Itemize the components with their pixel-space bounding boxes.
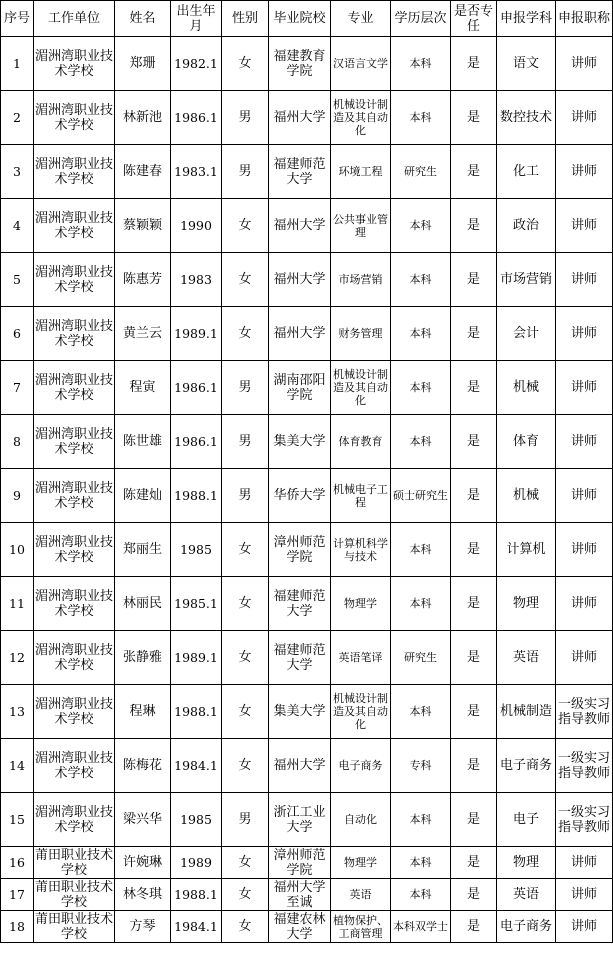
cell-title: 讲师 (556, 91, 613, 145)
cell-major: 电子商务 (331, 739, 391, 793)
cell-name: 方琴 (115, 911, 171, 943)
cell-name: 陈惠芳 (115, 253, 171, 307)
cell-edu: 本科 (391, 361, 451, 415)
cell-fulltime: 是 (451, 91, 497, 145)
cell-edu: 本科 (391, 685, 451, 739)
header-unit: 工作单位 (34, 1, 115, 37)
cell-title: 讲师 (556, 199, 613, 253)
cell-edu: 本科 (391, 253, 451, 307)
cell-name: 林冬琪 (115, 879, 171, 911)
cell-edu: 本科 (391, 91, 451, 145)
cell-gender: 女 (222, 253, 269, 307)
cell-subject: 电子商务 (497, 911, 556, 943)
cell-name: 黄兰云 (115, 307, 171, 361)
cell-major: 英语笔译 (331, 631, 391, 685)
cell-major: 英语 (331, 879, 391, 911)
cell-title: 讲师 (556, 307, 613, 361)
cell-fulltime: 是 (451, 847, 497, 879)
cell-unit: 莆田职业技术学校 (35, 911, 114, 942)
table-row (1, 739, 613, 793)
cell-no: 14 (1, 739, 34, 793)
cell-name: 张静雅 (115, 631, 171, 685)
table-row (1, 469, 613, 523)
cell-no: 1 (1, 37, 34, 91)
cell-edu: 本科 (391, 523, 451, 577)
cell-unit: 湄洲湾职业技术学校 (34, 793, 115, 847)
cell-major: 汉语言文学 (331, 37, 391, 91)
header-no: 序号 (1, 1, 34, 37)
cell-edu: 本科双学士 (391, 911, 451, 943)
cell-title: 一级实习指导教师 (556, 685, 613, 739)
table-row (1, 307, 613, 361)
cell-no: 6 (1, 307, 34, 361)
cell-unit: 湄洲湾职业技术学校 (34, 469, 115, 523)
cell-major: 体育教育 (331, 415, 391, 469)
cell-school: 福建师范大学 (269, 631, 331, 685)
cell-name: 程寅 (115, 361, 171, 415)
cell-no: 10 (1, 523, 34, 577)
cell-fulltime: 是 (451, 307, 497, 361)
cell-major: 公共事业管理 (331, 199, 391, 253)
cell-fulltime: 是 (451, 415, 497, 469)
table-row (1, 847, 613, 879)
cell-title: 讲师 (556, 469, 613, 523)
cell-fulltime: 是 (451, 911, 497, 943)
cell-major: 市场营销 (331, 253, 391, 307)
cell-subject: 会计 (497, 307, 556, 361)
header-fulltime: 是否专任 (451, 1, 497, 37)
cell-subject: 语文 (497, 37, 556, 91)
cell-subject: 英语 (497, 631, 556, 685)
header-row (1, 1, 613, 37)
cell-name: 陈世雄 (115, 415, 171, 469)
cell-fulltime: 是 (451, 631, 497, 685)
cell-fulltime: 是 (451, 199, 497, 253)
table-row (1, 685, 613, 739)
cell-unit: 湄洲湾职业技术学校 (34, 523, 115, 577)
cell-school: 集美大学 (269, 415, 331, 469)
cell-edu: 本科 (391, 847, 451, 879)
cell-no: 5 (1, 253, 34, 307)
cell-school: 福建农林大学 (269, 911, 331, 943)
cell-name: 林新池 (115, 91, 171, 145)
cell-fulltime: 是 (451, 469, 497, 523)
cell-edu: 本科 (391, 415, 451, 469)
cell-title: 一级实习指导教师 (556, 739, 613, 793)
cell-major: 环境工程 (331, 145, 391, 199)
table-row (1, 911, 613, 943)
cell-unit: 湄洲湾职业技术学校 (34, 415, 115, 469)
cell-gender: 女 (222, 199, 269, 253)
cell-gender: 男 (222, 91, 269, 145)
cell-gender: 女 (222, 911, 269, 943)
cell-gender: 女 (222, 739, 269, 793)
cell-birth: 1982.1 (171, 37, 222, 91)
cell-school: 福州大学 (269, 307, 331, 361)
cell-school: 福州大学至诚 (269, 879, 331, 911)
cell-gender: 女 (222, 847, 269, 879)
cell-fulltime: 是 (451, 739, 497, 793)
cell-subject: 电子商务 (497, 739, 556, 793)
cell-school: 福州大学 (269, 253, 331, 307)
cell-unit: 湄洲湾职业技术学校 (34, 739, 115, 793)
table-row (1, 361, 613, 415)
cell-subject: 计算机 (497, 523, 556, 577)
cell-no: 8 (1, 415, 34, 469)
cell-school: 福州大学 (269, 199, 331, 253)
table-row (1, 199, 613, 253)
cell-unit: 湄洲湾职业技术学校 (34, 91, 115, 145)
table-row (1, 145, 613, 199)
cell-no: 7 (1, 361, 34, 415)
cell-edu: 本科 (391, 879, 451, 911)
cell-unit: 湄洲湾职业技术学校 (34, 685, 115, 739)
cell-name: 陈建灿 (115, 469, 171, 523)
cell-edu: 研究生 (391, 631, 451, 685)
cell-birth: 1986.1 (171, 415, 222, 469)
cell-subject: 物理 (497, 847, 556, 879)
cell-title: 讲师 (556, 911, 613, 943)
cell-school: 浙江工业大学 (269, 793, 331, 847)
cell-subject: 体育 (497, 415, 556, 469)
cell-unit: 湄洲湾职业技术学校 (34, 577, 115, 631)
header-birth: 出生年月 (171, 1, 222, 37)
header-gender: 性别 (222, 1, 269, 37)
cell-fulltime: 是 (451, 879, 497, 911)
cell-title: 讲师 (556, 847, 613, 879)
cell-no: 3 (1, 145, 34, 199)
cell-name: 蔡颖颖 (115, 199, 171, 253)
cell-major: 财务管理 (331, 307, 391, 361)
cell-birth: 1983.1 (171, 145, 222, 199)
cell-fulltime: 是 (451, 253, 497, 307)
cell-gender: 男 (222, 415, 269, 469)
cell-gender: 女 (222, 577, 269, 631)
cell-birth: 1985 (171, 523, 222, 577)
cell-edu: 本科 (391, 577, 451, 631)
cell-major: 物理学 (331, 577, 391, 631)
cell-major: 物理学 (331, 847, 391, 879)
cell-title: 讲师 (556, 415, 613, 469)
cell-no: 17 (1, 879, 34, 911)
header-title: 申报职称 (556, 1, 613, 37)
cell-birth: 1984.1 (171, 911, 222, 943)
cell-unit: 湄洲湾职业技术学校 (34, 631, 115, 685)
cell-no: 15 (1, 793, 34, 847)
cell-major: 机械设计制造及其自动化 (331, 685, 391, 739)
cell-unit: 湄洲湾职业技术学校 (34, 145, 115, 199)
cell-title: 讲师 (556, 879, 613, 911)
cell-major: 机械设计制造及其自动化 (331, 361, 391, 415)
cell-no: 4 (1, 199, 34, 253)
cell-subject: 机械 (497, 361, 556, 415)
cell-edu: 研究生 (391, 145, 451, 199)
cell-birth: 1988.1 (171, 469, 222, 523)
cell-unit: 湄洲湾职业技术学校 (34, 199, 115, 253)
cell-subject: 数控技术 (497, 91, 556, 145)
cell-major: 机械电子工程 (331, 469, 391, 523)
cell-name: 陈梅花 (115, 739, 171, 793)
cell-fulltime: 是 (451, 793, 497, 847)
cell-fulltime: 是 (451, 577, 497, 631)
table-row (1, 37, 613, 91)
header-edu: 学历层次 (391, 1, 451, 37)
cell-no: 12 (1, 631, 34, 685)
table-row (1, 879, 613, 911)
cell-name: 郑丽生 (115, 523, 171, 577)
cell-edu: 硕士研究生 (391, 469, 451, 523)
cell-title: 讲师 (556, 523, 613, 577)
cell-gender: 女 (222, 685, 269, 739)
cell-school: 福州大学 (269, 91, 331, 145)
cell-birth: 1985 (171, 793, 222, 847)
cell-title: 讲师 (556, 631, 613, 685)
cell-gender: 女 (222, 631, 269, 685)
table-row (1, 577, 613, 631)
cell-school: 漳州师范学院 (269, 523, 331, 577)
cell-major: 计算机科学与技术 (331, 523, 391, 577)
cell-subject: 物理 (497, 577, 556, 631)
cell-name: 林丽民 (115, 577, 171, 631)
cell-title: 讲师 (556, 361, 613, 415)
cell-gender: 女 (222, 523, 269, 577)
cell-subject: 市场营销 (497, 253, 556, 307)
table-row (1, 415, 613, 469)
cell-birth: 1989 (171, 847, 222, 879)
cell-title: 讲师 (556, 253, 613, 307)
cell-school: 福建师范大学 (269, 145, 331, 199)
cell-edu: 专科 (391, 739, 451, 793)
header-subject: 申报学科 (497, 1, 556, 37)
cell-birth: 1989.1 (171, 631, 222, 685)
cell-subject: 电子 (497, 793, 556, 847)
cell-fulltime: 是 (451, 145, 497, 199)
cell-gender: 男 (222, 361, 269, 415)
cell-fulltime: 是 (451, 685, 497, 739)
cell-major: 机械设计制造及其自动化 (331, 91, 391, 145)
cell-no: 18 (1, 911, 34, 943)
table-row (1, 793, 613, 847)
cell-no: 16 (1, 847, 34, 879)
cell-unit: 湄洲湾职业技术学校 (34, 307, 115, 361)
cell-major: 植物保护、工商管理 (331, 911, 391, 943)
cell-unit: 莆田职业技术学校 (35, 847, 114, 878)
cell-gender: 男 (222, 793, 269, 847)
cell-fulltime: 是 (451, 523, 497, 577)
header-school: 毕业院校 (269, 1, 331, 37)
cell-name: 郑珊 (115, 37, 171, 91)
cell-name: 程琳 (115, 685, 171, 739)
cell-title: 讲师 (556, 577, 613, 631)
cell-birth: 1986.1 (171, 361, 222, 415)
cell-gender: 男 (222, 469, 269, 523)
cell-fulltime: 是 (451, 37, 497, 91)
cell-birth: 1983 (171, 253, 222, 307)
cell-no: 13 (1, 685, 34, 739)
cell-unit: 湄洲湾职业技术学校 (34, 253, 115, 307)
table-row (1, 91, 613, 145)
cell-edu: 本科 (391, 37, 451, 91)
cell-school: 福州大学 (269, 739, 331, 793)
cell-title: 讲师 (556, 37, 613, 91)
cell-title: 讲师 (556, 145, 613, 199)
cell-birth: 1988.1 (171, 879, 222, 911)
cell-subject: 机械 (497, 469, 556, 523)
cell-school: 福建教育学院 (269, 37, 331, 91)
cell-birth: 1985.1 (171, 577, 222, 631)
cell-birth: 1986.1 (171, 91, 222, 145)
cell-gender: 女 (222, 879, 269, 911)
cell-unit: 湄洲湾职业技术学校 (34, 361, 115, 415)
cell-edu: 本科 (391, 199, 451, 253)
cell-gender: 女 (222, 307, 269, 361)
cell-fulltime: 是 (451, 361, 497, 415)
cell-gender: 男 (222, 145, 269, 199)
cell-unit: 莆田职业技术学校 (35, 879, 114, 910)
cell-school: 漳州师范学院 (269, 847, 331, 879)
cell-name: 陈建春 (115, 145, 171, 199)
cell-title: 一级实习指导教师 (556, 793, 613, 847)
cell-subject: 政治 (497, 199, 556, 253)
cell-name: 许婉琳 (115, 847, 171, 879)
cell-name: 梁兴华 (115, 793, 171, 847)
cell-unit: 湄洲湾职业技术学校 (34, 37, 115, 91)
cell-subject: 机械制造 (497, 685, 556, 739)
cell-school: 湖南邵阳学院 (269, 361, 331, 415)
cell-edu: 本科 (391, 793, 451, 847)
cell-edu: 本科 (391, 307, 451, 361)
cell-school: 福建师范大学 (269, 577, 331, 631)
cell-birth: 1984.1 (171, 739, 222, 793)
cell-birth: 1990 (171, 199, 222, 253)
cell-birth: 1989.1 (171, 307, 222, 361)
table-row (1, 631, 613, 685)
cell-school: 华侨大学 (269, 469, 331, 523)
cell-subject: 化工 (497, 145, 556, 199)
header-name: 姓名 (115, 1, 171, 37)
cell-major: 自动化 (331, 793, 391, 847)
table-row (1, 523, 613, 577)
cell-no: 9 (1, 469, 34, 523)
cell-no: 2 (1, 91, 34, 145)
cell-gender: 女 (222, 37, 269, 91)
cell-no: 11 (1, 577, 34, 631)
table-row (1, 253, 613, 307)
cell-subject: 英语 (497, 879, 556, 911)
header-major: 专业 (331, 1, 391, 37)
cell-school: 集美大学 (269, 685, 331, 739)
cell-birth: 1988.1 (171, 685, 222, 739)
